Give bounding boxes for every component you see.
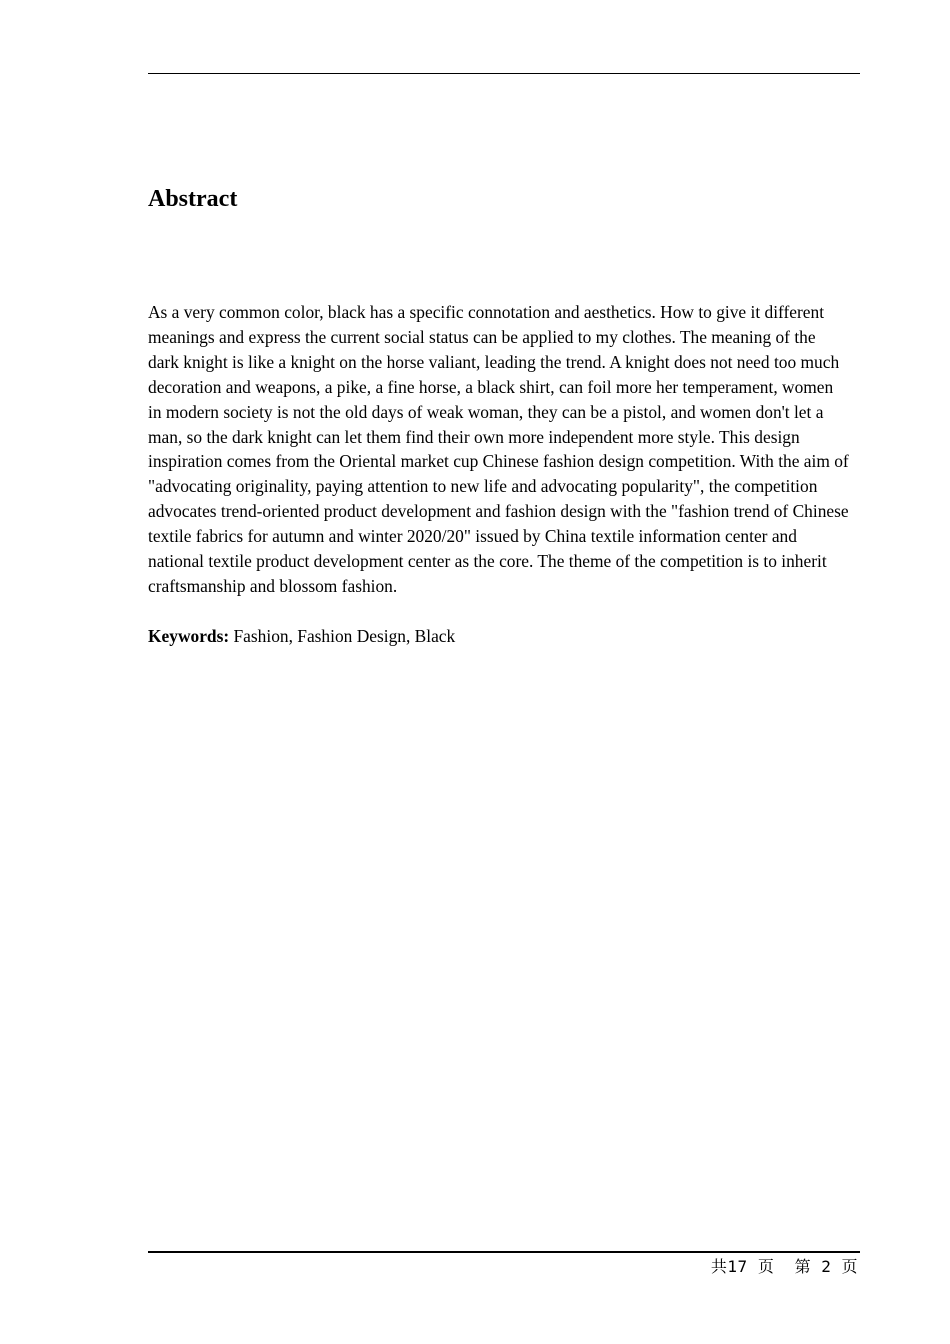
abstract-body: As a very common color, black has a specific connotation and aesthetics. How to give it different meanings and express the current social status can be applied to my clothes. The meaning of the dark knight is like a knight on the horse valiant, leading the trend. A knight does not need too much decoration and weapons, a pike, a fine horse, a black shirt, can foil more her temperament, women in modern society is not the old days of weak woman, they can be a pistol, and women don't let a man, so the dark knight can let them find their own more independent more style. This design inspiration comes from the Oriental market cup Chinese fashion design competition. With the aim of "advocating originality, paying attention to new life and advocating popularity", the competition advocates trend-oriented product development and fashion design with the "fashion trend of Chinese textile fabrics for autumn and winter 2020/20" issued by China textile information center and national textile product development center as the core. The theme of the competition is to inherit craftsmanship and blossom fashion. (148, 302, 849, 596)
keywords-label: Keywords: (148, 626, 230, 646)
header-rule (148, 73, 860, 74)
page-counter: 共17 页 第 2 页 (710, 1257, 858, 1276)
footer-rule (148, 1251, 860, 1253)
page-title: Abstract (148, 186, 238, 212)
keywords-line (148, 624, 850, 649)
keywords-value: Fashion, Fashion Design, Black (229, 626, 456, 646)
